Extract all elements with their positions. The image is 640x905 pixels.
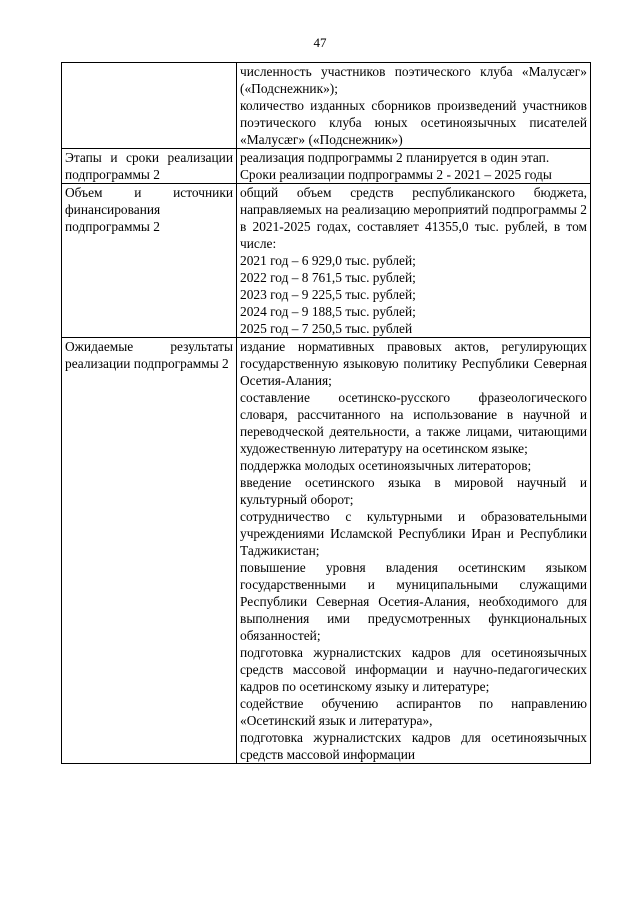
value-line: составление осетинско-русского фразеологического словаря, рассчитанного на использование в научной и переводческой деятельности, а также лицами, читающими художественную литературу на осетинском языке; bbox=[240, 390, 587, 456]
value-line: 2021 год – 6 929,0 тыс. рублей; bbox=[240, 253, 416, 268]
row-value-cell bbox=[237, 149, 591, 184]
row-label: Объем и источники финансирования подпрограммы 2 bbox=[65, 185, 233, 234]
value-line: реализация подпрограммы 2 планируется в один этап. bbox=[240, 150, 550, 165]
table-row bbox=[62, 184, 591, 338]
row-label-cell bbox=[62, 338, 237, 764]
row-value-cell bbox=[237, 184, 591, 338]
value-line: общий объем средств республиканского бюджета, направляемых на реализацию мероприятий подпрограммы 2 в 2021-2025 годах, составляет 41355,0 тыс. рублей, в том числе: bbox=[240, 185, 587, 251]
value-line: подготовка журналистских кадров для осетиноязычных средств массовой информации и научно-педагогических кадров по осетинскому языку и литературе; bbox=[240, 645, 587, 694]
value-line: 2025 год – 7 250,5 тыс. рублей bbox=[240, 321, 413, 336]
row-label-cell bbox=[62, 63, 237, 149]
row-value-cell bbox=[237, 63, 591, 149]
row-label-cell bbox=[62, 149, 237, 184]
page-number: 47 bbox=[313, 35, 327, 50]
row-label: Этапы и сроки реализации подпрограммы 2 bbox=[65, 150, 233, 182]
value-line: содействие обучению аспирантов по направлению «Осетинский язык и литература», bbox=[240, 696, 587, 728]
row-label: Ожидаемые результаты реализации подпрограммы 2 bbox=[65, 339, 233, 371]
row-value-cell bbox=[237, 338, 591, 764]
table-row bbox=[62, 63, 591, 149]
value-line: 2024 год – 9 188,5 тыс. рублей; bbox=[240, 304, 416, 319]
value-line: 2022 год – 8 761,5 тыс. рублей; bbox=[240, 270, 416, 285]
value-line: поддержка молодых осетиноязычных литераторов; bbox=[240, 458, 532, 473]
value-line: подготовка журналистских кадров для осетиноязычных средств массовой информации bbox=[240, 730, 587, 762]
value-line: издание нормативных правовых актов, регулирующих государственную языковую политику Республики Северная Осетия-Алания; bbox=[240, 339, 587, 388]
value-line: численность участников поэтического клуба «Малусæг» («Подснежник»); bbox=[240, 64, 587, 96]
row-label-cell bbox=[62, 184, 237, 338]
value-line: 2023 год – 9 225,5 тыс. рублей; bbox=[240, 287, 416, 302]
value-line: Сроки реализации подпрограммы 2 - 2021 – 2025 годы bbox=[240, 167, 552, 182]
value-line: введение осетинского языка в мировой научный и культурный оборот; bbox=[240, 475, 587, 507]
value-line: повышение уровня владения осетинским языком государственными и муниципальными служащими Республики Северная Осетия-Алания, необходимого для выполнения ими предусмотренных функциональных обязанностей; bbox=[240, 560, 587, 643]
table-row bbox=[62, 149, 591, 184]
subprogram-passport-table bbox=[61, 62, 591, 764]
value-line: сотрудничество с культурными и образовательными учреждениями Исламской Республики Иран и Республики Таджикистан; bbox=[240, 509, 587, 558]
table-row bbox=[62, 338, 591, 764]
value-line: количество изданных сборников произведений участников поэтического клуба юных осетиноязычных писателей «Малусæг» («Подснежник») bbox=[240, 98, 587, 147]
